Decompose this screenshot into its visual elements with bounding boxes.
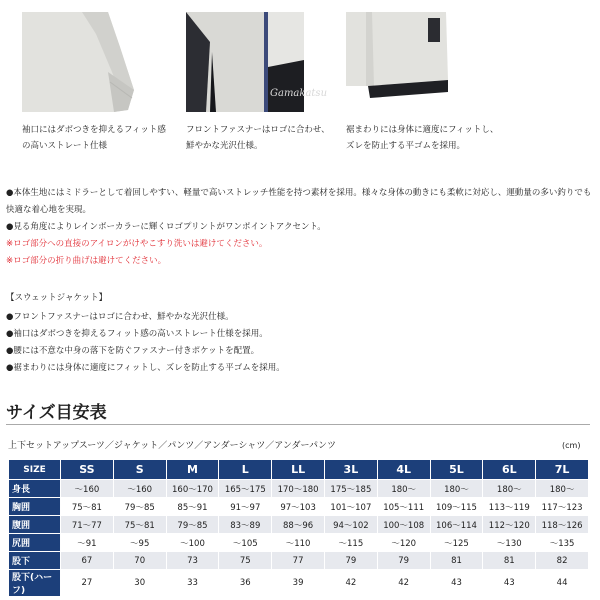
table-cell: ～160: [61, 480, 114, 498]
size-table-body: [9, 480, 589, 597]
table-cell: 44: [536, 570, 589, 597]
row-label: 腹囲: [9, 516, 61, 534]
table-cell: 88～96: [272, 516, 325, 534]
size-header-cell: M: [166, 460, 219, 480]
table-cell: 101～107: [324, 498, 377, 516]
size-header-cell: 3L: [324, 460, 377, 480]
sweat-jacket-heading: 【スウェットジャケット】: [6, 293, 108, 303]
table-row: [9, 498, 589, 516]
table-cell: 42: [377, 570, 430, 597]
table-cell: 79: [324, 552, 377, 570]
table-cell: ～130: [483, 534, 536, 552]
sweat-jacket-item: ●フロントファスナーはロゴに合わせ、鮮やかな光沢仕様。: [6, 312, 234, 322]
table-cell: 73: [166, 552, 219, 570]
table-cell: ～160: [113, 480, 166, 498]
table-cell: 30: [113, 570, 166, 597]
size-unit-label: (cm): [562, 441, 581, 450]
size-header-row: [9, 460, 589, 480]
table-cell: 94～102: [324, 516, 377, 534]
table-cell: 91～97: [219, 498, 272, 516]
table-cell: 180～: [536, 480, 589, 498]
table-cell: 82: [536, 552, 589, 570]
table-cell: 100～108: [377, 516, 430, 534]
caption-front-zipper: フロントファスナーはロゴに合わせ、鮮やかな光沢仕様。: [186, 125, 330, 151]
table-cell: 117～123: [536, 498, 589, 516]
sweat-jacket-section: [6, 290, 594, 377]
table-cell: 83～89: [219, 516, 272, 534]
table-cell: 67: [61, 552, 114, 570]
table-cell: ～95: [113, 534, 166, 552]
table-cell: 70: [113, 552, 166, 570]
table-row: [9, 534, 589, 552]
caption-hem: 裾まわりには身体に適度にフィットし、ズレを防止する平ゴムを採用。: [346, 125, 499, 151]
table-row: [9, 552, 589, 570]
sweat-jacket-item: ●腰には不意な中身の落下を防ぐファスナー付きポケットを配置。: [6, 346, 260, 356]
table-cell: 75: [219, 552, 272, 570]
row-label: 身長: [9, 480, 61, 498]
table-cell: 71～77: [61, 516, 114, 534]
hem-photo: [346, 12, 464, 112]
feature-logo-print: ●見る角度によりレインボーカラーに輝くロゴプリントがワンポイントアクセント。: [6, 222, 326, 232]
size-chart-title: サイズ目安表: [6, 403, 107, 423]
table-cell: 36: [219, 570, 272, 597]
table-cell: 170～180: [272, 480, 325, 498]
table-cell: 27: [61, 570, 114, 597]
table-cell: 43: [430, 570, 483, 597]
caption-sleeve-cuff: 袖口にはダボつきを抑えるフィット感の高いストレート仕様: [22, 125, 166, 151]
sleeve-cuff-photo: [22, 12, 140, 112]
table-cell: 180～: [377, 480, 430, 498]
size-header-cell: 5L: [430, 460, 483, 480]
table-cell: ～135: [536, 534, 589, 552]
table-cell: 106～114: [430, 516, 483, 534]
table-cell: 43: [483, 570, 536, 597]
table-cell: 81: [430, 552, 483, 570]
size-header-cell: 7L: [536, 460, 589, 480]
table-cell: 75～81: [113, 516, 166, 534]
warning-iron: ※ロゴ部分への直接のアイロンがけやこすり洗いは避けてください。: [6, 239, 268, 249]
size-chart-subtitle: 上下セットアップスーツ／ジャケット／パンツ／アンダーシャツ／アンダーパンツ: [8, 441, 337, 451]
table-cell: ～125: [430, 534, 483, 552]
table-cell: ～120: [377, 534, 430, 552]
table-cell: 113～119: [483, 498, 536, 516]
table-cell: 39: [272, 570, 325, 597]
table-cell: ～91: [61, 534, 114, 552]
feature-description: [6, 185, 594, 270]
table-cell: 97～103: [272, 498, 325, 516]
table-cell: 77: [272, 552, 325, 570]
table-row: [9, 570, 589, 597]
size-table: [8, 459, 589, 597]
sweat-jacket-item: ●裾まわりには身体に適度にフィットし、ズレを防止する平ゴムを採用。: [6, 363, 285, 373]
table-cell: 105～111: [377, 498, 430, 516]
table-cell: 75～81: [61, 498, 114, 516]
row-label: 尻囲: [9, 534, 61, 552]
front-zipper-photo: [186, 12, 328, 112]
row-label: 股下(ハーフ): [9, 570, 61, 597]
size-header-cell: LL: [272, 460, 325, 480]
row-label: 股下: [9, 552, 61, 570]
size-header-cell: 6L: [483, 460, 536, 480]
table-cell: 165～175: [219, 480, 272, 498]
size-header-label: SIZE: [9, 460, 61, 480]
table-cell: 79～85: [166, 516, 219, 534]
table-cell: 33: [166, 570, 219, 597]
table-cell: 112～120: [483, 516, 536, 534]
table-cell: 180～: [483, 480, 536, 498]
table-cell: 175～185: [324, 480, 377, 498]
table-cell: 118～126: [536, 516, 589, 534]
table-cell: ～115: [324, 534, 377, 552]
table-cell: 85～91: [166, 498, 219, 516]
table-cell: ～105: [219, 534, 272, 552]
table-cell: 109～115: [430, 498, 483, 516]
size-header-cell: S: [113, 460, 166, 480]
table-cell: ～110: [272, 534, 325, 552]
title-divider: [6, 424, 590, 425]
table-cell: 180～: [430, 480, 483, 498]
warning-fold: ※ロゴ部分の折り曲げは避けてください。: [6, 256, 167, 266]
table-row: [9, 516, 589, 534]
table-cell: 81: [483, 552, 536, 570]
sweat-jacket-item: ●袖口はダボつきを抑えるフィット感の高いストレート仕様を採用。: [6, 329, 268, 339]
table-cell: ～100: [166, 534, 219, 552]
table-row: [9, 480, 589, 498]
size-header-cell: 4L: [377, 460, 430, 480]
size-header-cell: L: [219, 460, 272, 480]
table-cell: 79～85: [113, 498, 166, 516]
table-cell: 160～170: [166, 480, 219, 498]
row-label: 胸囲: [9, 498, 61, 516]
table-cell: 42: [324, 570, 377, 597]
feature-material: ●本体生地にはミドラーとして着回しやすい、軽量で高いストレッチ性能を持つ素材を採用。様々な身体の動きにも柔軟に対応し、運動量の多い釣りでも快適な着心地を実現。: [6, 188, 592, 215]
table-cell: 79: [377, 552, 430, 570]
brand-logo: Gamakatsu: [270, 88, 328, 99]
size-header-cell: SS: [61, 460, 114, 480]
